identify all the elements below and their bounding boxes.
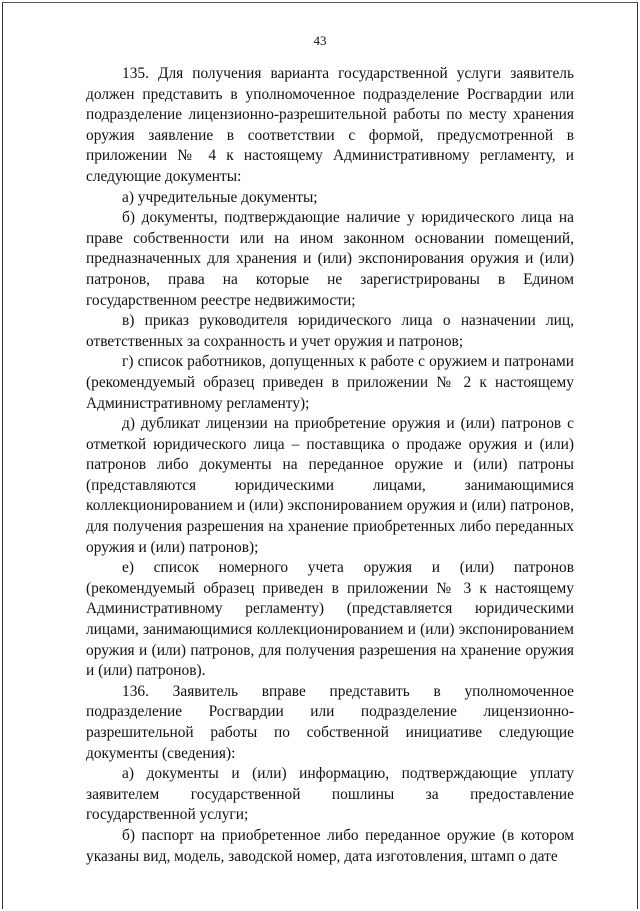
list-item-v: в) приказ руководителя юридического лица о назначении лиц, ответственных за сохранность и учет оружия и патронов; xyxy=(86,312,574,350)
page-number: 43 xyxy=(313,33,327,48)
list-item-g: г) список работников, допущенных к работе с оружием и патронами (рекомендуемый образец приведен в приложении № 2 к настоящему Административному регламенту); xyxy=(86,353,574,412)
list-item-a: а) учредительные документы; xyxy=(122,188,318,206)
paragraph-135: 135. Для получения варианта государственной услуги заявитель должен представить в уполномоченное подразделение Росгвардии или подразделение лицензионно-разрешительной работы по месту хранения оружия заявление в соответствии с формой, предусмотренной в приложении № 4 к настоящему Административному регламенту, и следующие документы: xyxy=(86,65,574,185)
paragraph-136: 136. Заявитель вправе представить в уполномоченное подразделение Росгвардии или подразделение лицензионно-разрешительной работы по собственной инициативе следующие документы (сведения): xyxy=(86,682,574,762)
list-item-b: б) документы, подтверждающие наличие у юридического лица на праве собственности или на ином законном основании помещений, предназначенных для хранения и (или) экспонирования оружия и (или) патронов, права на которые не зарегистрированы в Едином государственном реестре недвижимости; xyxy=(86,209,574,309)
document-body xyxy=(86,64,574,867)
list-item-b-2: б) паспорт на приобретенное либо переданное оружие (в котором указаны вид, модель, заводской номер, дата изготовления, штамп о дате xyxy=(86,826,574,865)
list-item-a-2: а) документы и (или) информацию, подтверждающие уплату заявителем государственной пошлины за предоставление государственной услуги; xyxy=(86,765,574,824)
list-item-e: е) список номерного учета оружия и (или) патронов (рекомендуемый образец приведен в приложении № 3 к настоящему Административному регламенту) (представляется юридическими лицами, занимающимися коллекционированием и (или) экспонированием оружия и (или) патронов, для получения разрешения на хранение оружия и (или) патронов). xyxy=(86,559,574,680)
list-item-d: д) дубликат лицензии на приобретение оружия и (или) патронов с отметкой юридического лица – поставщика о продаже оружия и (или) патронов либо документы на переданное оружие и (или) патроны (представляются юридическими лицами, занимающимися коллекционированием и (или) экспонированием оружия и (или) патронов, для получения разрешения на хранение приобретенных либо переданных оружия и (или) патронов); xyxy=(86,415,574,556)
